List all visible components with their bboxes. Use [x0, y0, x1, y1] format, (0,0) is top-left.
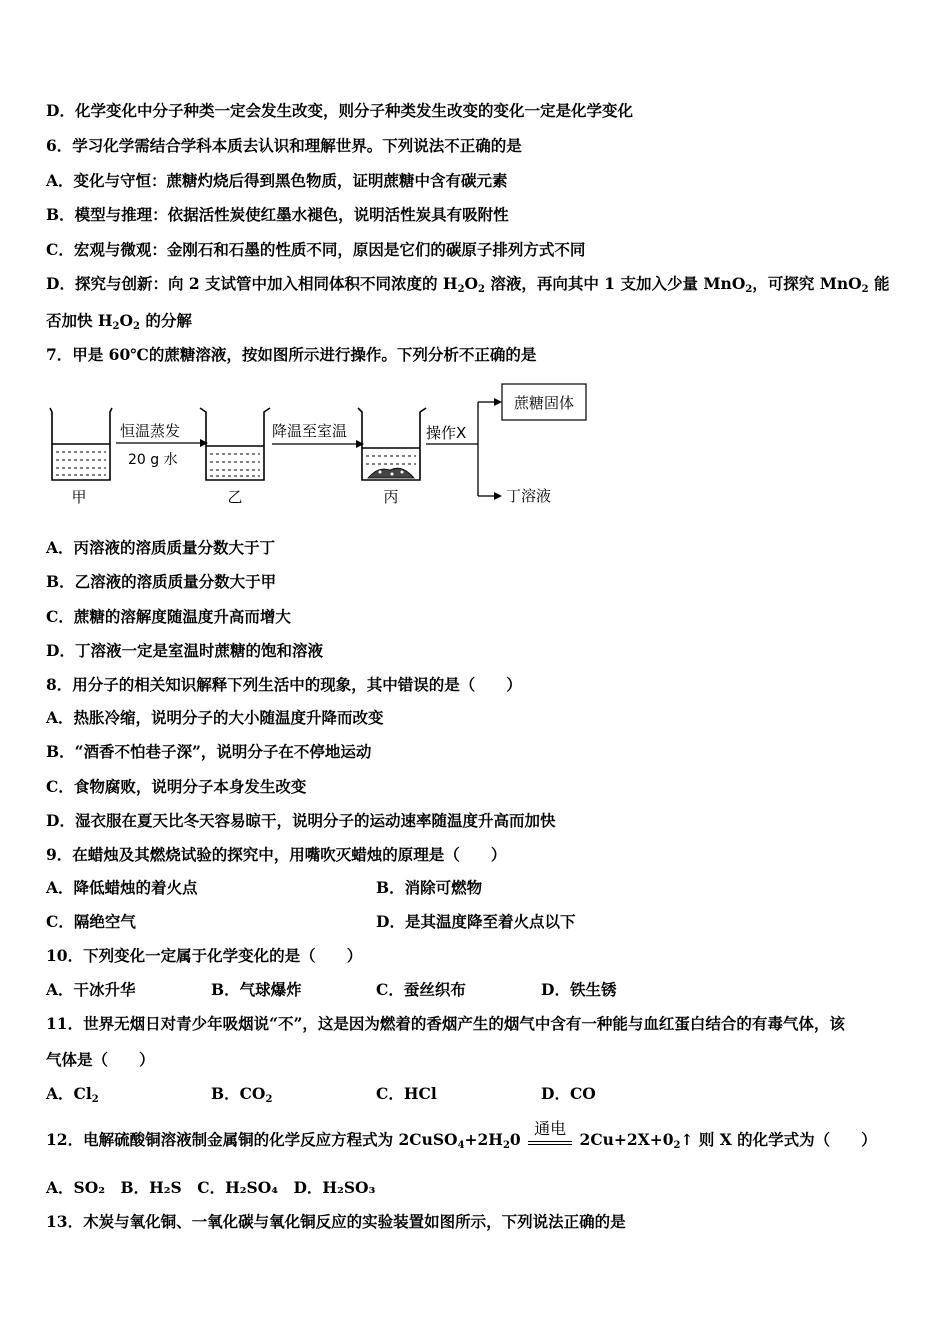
q11-stem: 11．世界无烟日对青少年吸烟说“不”，这是因为燃着的香烟产生的烟气中含有一种能与血红蛋白结合的有毒气体，该	[46, 1014, 845, 1033]
beaker-bing	[358, 408, 426, 480]
q8-stem: 8．用分子的相关知识解释下列生活中的现象，其中错误的是（ ）	[46, 675, 522, 694]
q10-option-c: C．蚕丝织布	[376, 980, 466, 999]
q7-option-b: B．乙溶液的溶质质量分数大于甲	[46, 572, 277, 591]
q12-stem: 12．电解硫酸铜溶液制金属铜的化学反应方程式为 $2CuSO_4+2H_20$ 通电 $2Cu+2X+0_2↑$ 则 X 的化学式为（ ）	[46, 1119, 877, 1151]
q9-option-a: A．降低蜡烛的着火点	[46, 878, 198, 897]
q5-option-d: D．化学变化中分子种类一定会发生改变，则分子种类发生改变的变化一定是化学变化	[46, 101, 633, 120]
q6-option-d: D．探究与创新：向 2 支试管中加入相同体积不同浓度的 $H_2O_2$ 溶液，再向其中 1 支加入少量 MnO$_2$，可探究 MnO$_2$ 能	[46, 274, 890, 295]
subscript-2b: 2	[478, 284, 486, 295]
q11-option-c: C．HCl	[376, 1084, 437, 1103]
q8-option-c: C．食物腐败，说明分子本身发生改变	[46, 777, 307, 796]
q11-option-d: D．CO	[541, 1084, 596, 1103]
q10-option-d: D．铁生锈	[541, 980, 617, 999]
sugar-solution-diagram	[40, 378, 600, 514]
q9-option-d: D．是其温度降至着火点以下	[376, 912, 576, 931]
q10-option-b: B．气球爆炸	[211, 980, 302, 999]
water-label: 20 g 水	[128, 452, 178, 468]
beaker-yi	[200, 408, 270, 480]
q6-stem: 6．学习化学需结合学科本质去认识和理解世界。下列说法不正确的是	[46, 136, 522, 155]
q8-option-a: A．热胀冷缩，说明分子的大小随温度升降而改变	[46, 708, 384, 727]
sugar-solid-label: 蔗糖固体	[513, 394, 575, 412]
subscript-2a: 2	[457, 284, 465, 295]
q6-option-a: A．变化与守恒：蔗糖灼烧后得到黑色物质，证明蔗糖中含有碳元素	[46, 171, 508, 190]
subscript-2e: 2	[112, 321, 120, 332]
q13-stem: 13．木炭与氧化铜、一氧化碳与氧化铜反应的实验装置如图所示，下列说法正确的是	[46, 1212, 626, 1231]
q10-stem: 10．下列变化一定属于化学变化的是（ ）	[46, 946, 363, 965]
label-jia: 甲	[71, 488, 87, 506]
q7-option-a: A．丙溶液的溶质质量分数大于丁	[46, 538, 276, 557]
q6-option-d-cont: 否加快 $H_2O_2$ 的分解	[46, 311, 192, 332]
q6-option-c: C．宏观与微观：金刚石和石墨的性质不同，原因是它们的碳原子排列方式不同	[46, 240, 586, 259]
subscript-2f: 2	[133, 321, 140, 332]
q7-option-c: C．蔗糖的溶解度随温度升高而增大	[46, 607, 291, 626]
q8-option-d: D．湿衣服在夏天比冬天容易晾干，说明分子的运动速率随温度升高而加快	[46, 811, 556, 830]
q11-option-b: B．$CO_2$	[211, 1084, 273, 1105]
q11-stem-cont: 气体是（ ）	[46, 1050, 155, 1069]
q7-stem: 7．甲是 60℃的蔗糖溶液，按如图所示进行操作。下列分析不正确的是	[46, 345, 537, 364]
electrolysis-condition: 通电	[528, 1131, 572, 1145]
q7-option-d: D．丁溶液一定是室温时蔗糖的饱和溶液	[46, 641, 323, 660]
subscript-2d: 2	[861, 284, 869, 295]
q9-option-c: C．隔绝空气	[46, 912, 136, 931]
q10-option-a: A．干冰升华	[46, 980, 136, 999]
op-x-label: 操作X	[426, 424, 467, 442]
evaporate-label: 恒温蒸发	[120, 422, 181, 440]
q9-option-b: B．消除可燃物	[376, 878, 483, 897]
q8-option-b: B．“酒香不怕巷子深”，说明分子在不停地运动	[46, 742, 372, 761]
q9-stem: 9．在蜡烛及其燃烧试验的探究中，用嘴吹灭蜡烛的原理是（ ）	[46, 845, 507, 864]
label-bing: 丙	[383, 488, 399, 506]
beaker-jia	[50, 408, 112, 480]
ding-solution-label: 丁溶液	[506, 487, 552, 505]
q6-option-b: B．模型与推理：依据活性炭使红墨水褪色，说明活性炭具有吸附性	[46, 205, 509, 224]
q12-options: A．SO₂ B．H₂S C．H₂SO₄ D．H₂SO₃	[46, 1178, 376, 1197]
subscript-2c: 2	[745, 284, 753, 295]
cool-label: 降温至室温	[272, 422, 348, 440]
q11-option-a: A．$Cl_2$	[46, 1084, 99, 1105]
label-yi: 乙	[227, 488, 243, 506]
